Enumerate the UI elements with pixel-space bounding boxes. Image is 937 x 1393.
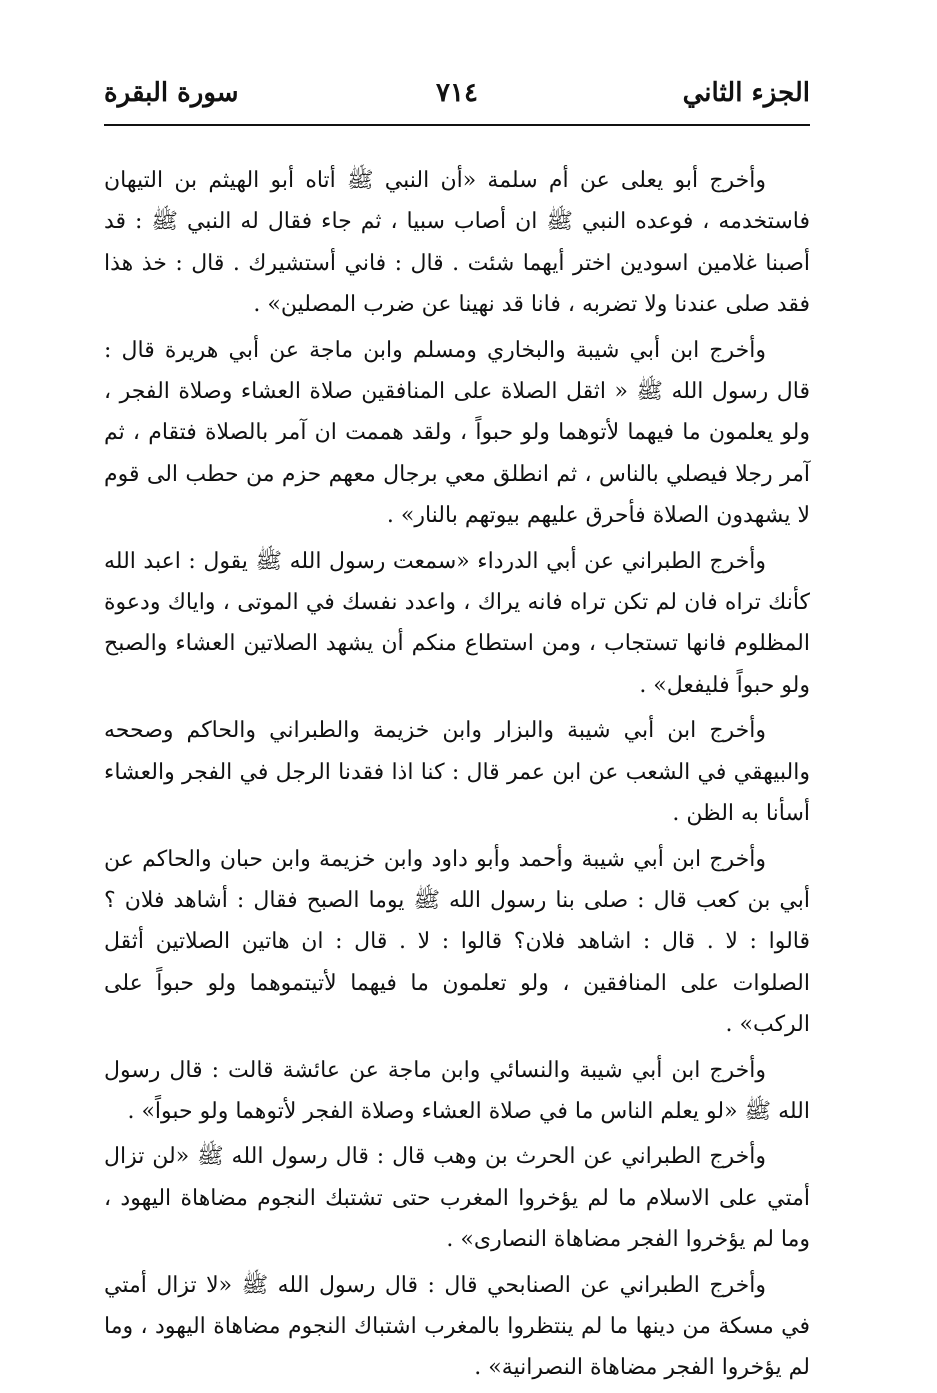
paragraph: وأخرج ابن أبي شيبة والبزار وابن خزيمة والطبراني والحاكم وصححه والبيهقي في الشعب عن ابن عمر قال : كنا اذا فقدنا الرجل في الفجر والعشاء أسأنا به الظن . [104, 718, 810, 827]
page-body [104, 160, 810, 1393]
paragraph: وأخرج ابن أبي شيبة والبخاري ومسلم وابن ماجة عن أبي هريرة قال : قال رسول الله ﷺ « اثقل الصلاة على المنافقين صلاة العشاء وصلاة الفجر ، ولو يعلمون ما فيهما لأتوهما ولو حبواً ، ولقد هممت ان آمر بالصلاة فتقام ، ثم آمر رجلا فيصلي بالناس ، ثم انطلق معي برجال معهم حزم من حطب الى قوم لا يشهدون الصلاة فأحرق عليهم بيوتهم بالنار» . [104, 337, 810, 529]
surah-label: سورة البقرة [104, 78, 239, 108]
page-number: ٧١٤ [436, 78, 478, 108]
paragraph: وأخرج ابن أبي شيبة والنسائي وابن ماجة عن عائشة قالت : قال رسول الله ﷺ «لو يعلم الناس ما في صلاة العشاء وصلاة الفجر لأتوهما ولو حبواً» . [104, 1057, 810, 1124]
page-header [104, 78, 810, 120]
paragraph: وأخرج الطبراني عن الصنابحي قال : قال رسول الله ﷺ «لا تزال أمتي في مسكة من دينها ما لم ينتظروا بالمغرب اشتباك النجوم مضاهاة اليهود ، وما لم يؤخروا الفجر مضاهاة النصرانية» . [104, 1272, 810, 1381]
header-rule [104, 124, 810, 126]
paragraph: وأخرج أبو يعلى عن أم سلمة «أن النبي ﷺ أتاه أبو الهيثم بن التيهان فاستخدمه ، فوعده النبي ﷺ ان أصاب سبيا ، ثم جاء فقال له النبي ﷺ : قد أصبنا غلامين اسودين اختر أيهما شئت . قال : فاني أستشيرك . قال : خذ هذا فقد صلى عندنا ولا تضربه ، فانا قد نهينا عن ضرب المصلين» . [104, 168, 810, 318]
paragraph: وأخرج ابن أبي شيبة وأحمد وأبو داود وابن خزيمة وابن حبان والحاكم عن أبي بن كعب قال : صلى بنا رسول الله ﷺ يوما الصبح فقال : أشاهد فلان ؟ قالوا : لا . قال : اشاهد فلان؟ قالوا : لا . قال : ان هاتين الصلاتين أثقل الصلوات على المنافقين ، ولو تعلمون ما فيهما لأتيتموهما ولو حبواً على الركب» . [104, 846, 810, 1038]
paragraph: وأخرج الطبراني عن أبي الدرداء «سمعت رسول الله ﷺ يقول : اعبد الله كأنك تراه فان لم تكن تراه فانه يراك ، واعدد نفسك في الموتى ، واياك ودعوة المظلوم فانها تستجاب ، ومن استطاع منكم أن يشهد الصلاتين العشاء والصبح ولو حبواً فليفعل» . [104, 548, 810, 698]
volume-label: الجزء الثاني [682, 78, 810, 108]
paragraph: وأخرج الطبراني عن الحرث بن وهب قال : قال رسول الله ﷺ «لن تزال أمتي على الاسلام ما لم يؤخروا المغرب حتى تشتبك النجوم مضاهاة اليهود ، وما لم يؤخروا الفجر مضاهاة النصارى» . [104, 1144, 810, 1253]
